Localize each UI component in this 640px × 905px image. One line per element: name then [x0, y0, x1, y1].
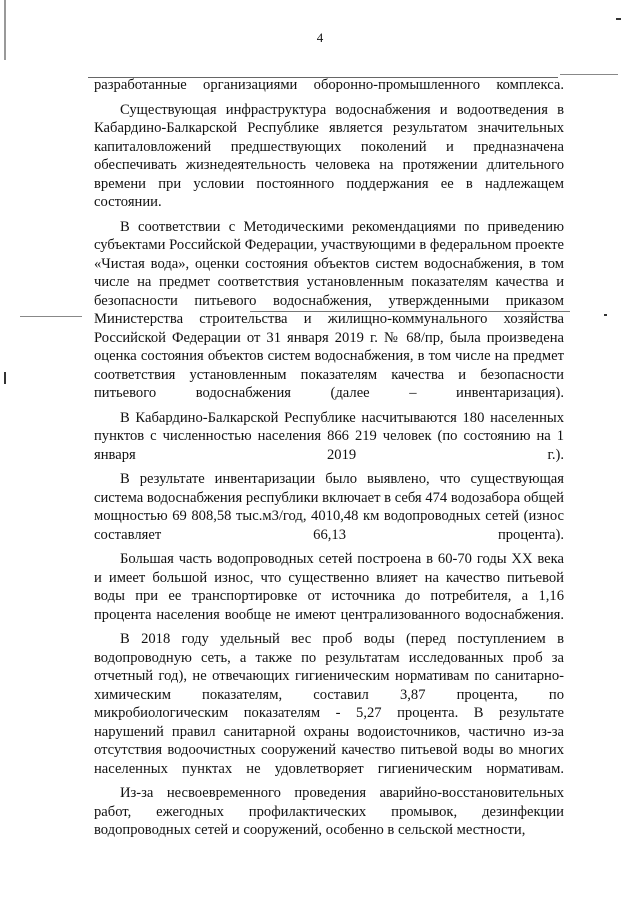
paragraph-4: В Кабардино-Балкарской Республике насчитываются 180 населенных пунктов с численностью населения 866 219 человек (по состоянию на 1 января 2019 г.).: [94, 409, 564, 463]
paragraph-2: Существующая инфраструктура водоснабжения и водоотведения в Кабардино-Балкарской Республике является результатом значительных капиталовложений предшествующих поколений и предназначена обеспечивать жизнедеятельность человека на протяжении длительного времени при условии постоянного поддержания ее в надлежащем состоянии.: [94, 101, 564, 210]
page-number: 4: [316, 30, 324, 45]
paragraph-5: В результате инвентаризации было выявлено, что существующая система водоснабжения республики включает в себя 474 водозабора общей мощностью 69 808,58 тыс.м3/год, 4010,48 км водопроводных сетей (износ составляет 66,13 процента).: [94, 471, 564, 543]
paragraph-7: В 2018 году удельный вес проб воды (перед поступлением в водопроводную сеть, а также по результатам исследованных проб за отчетный год), не отвечающих гигиеническим нормативам по санитарно-химическим показателям, составил 3,87 процента, по микробиологическим показателям - 5,27 процента. В результате нарушений правил санитарной охраны водоисточников, частично из-за отсутствия водоочистных сооружений качество питьевой воды во многих населенных пунктах не удовлетворяет гигиеническим нормативам.: [94, 631, 564, 777]
margin-mark-right-2: [604, 314, 607, 316]
paragraph-8: Из-за несвоевременного проведения аварийно-восстановительных работ, ежегодных профилактических промывок, дезинфекции водопроводных сетей и сооружений, особенно в сельской местности,: [94, 785, 564, 838]
margin-mark-right-1: [616, 18, 621, 20]
scan-line-middle: [20, 316, 82, 317]
paragraph-3: В соответствии с Методическими рекомендациями по приведению субъектами Российской Федерации, участвующими в федеральном проекте «Чистая вода», оценки состояния объектов систем водоснабжения, в том числе на предмет соответствия установленным показателям качества и безопасности питьевого водоснабжения, утвержденными приказом Министерства строительства и жилищно-коммунального хозяйства Российской Федерации от 31 января 2019 г. № 68/пр, была произведена оценка состояния объектов систем водоснабжения, в том числе на предмет соответствия установленным показателям качества и безопасности питьевого водоснабжения (далее – инвентаризация).: [94, 218, 564, 401]
paragraph-1: разработанные организациями оборонно-промышленного комплекса.: [94, 77, 564, 93]
margin-mark-left: [4, 372, 6, 384]
document-body: [94, 76, 564, 840]
scan-line-top-right: [560, 74, 618, 75]
paragraph-6: Большая часть водопроводных сетей построена в 60-70 годы XX века и имеет большой износ, что существенно влияет на качество питьевой воды при ее транспортировке от источника до потребителя, а 1,16 процента населения вообще не имеют централизованного водоснабжения.: [94, 551, 564, 623]
margin-mark-left-top: [4, 0, 6, 60]
